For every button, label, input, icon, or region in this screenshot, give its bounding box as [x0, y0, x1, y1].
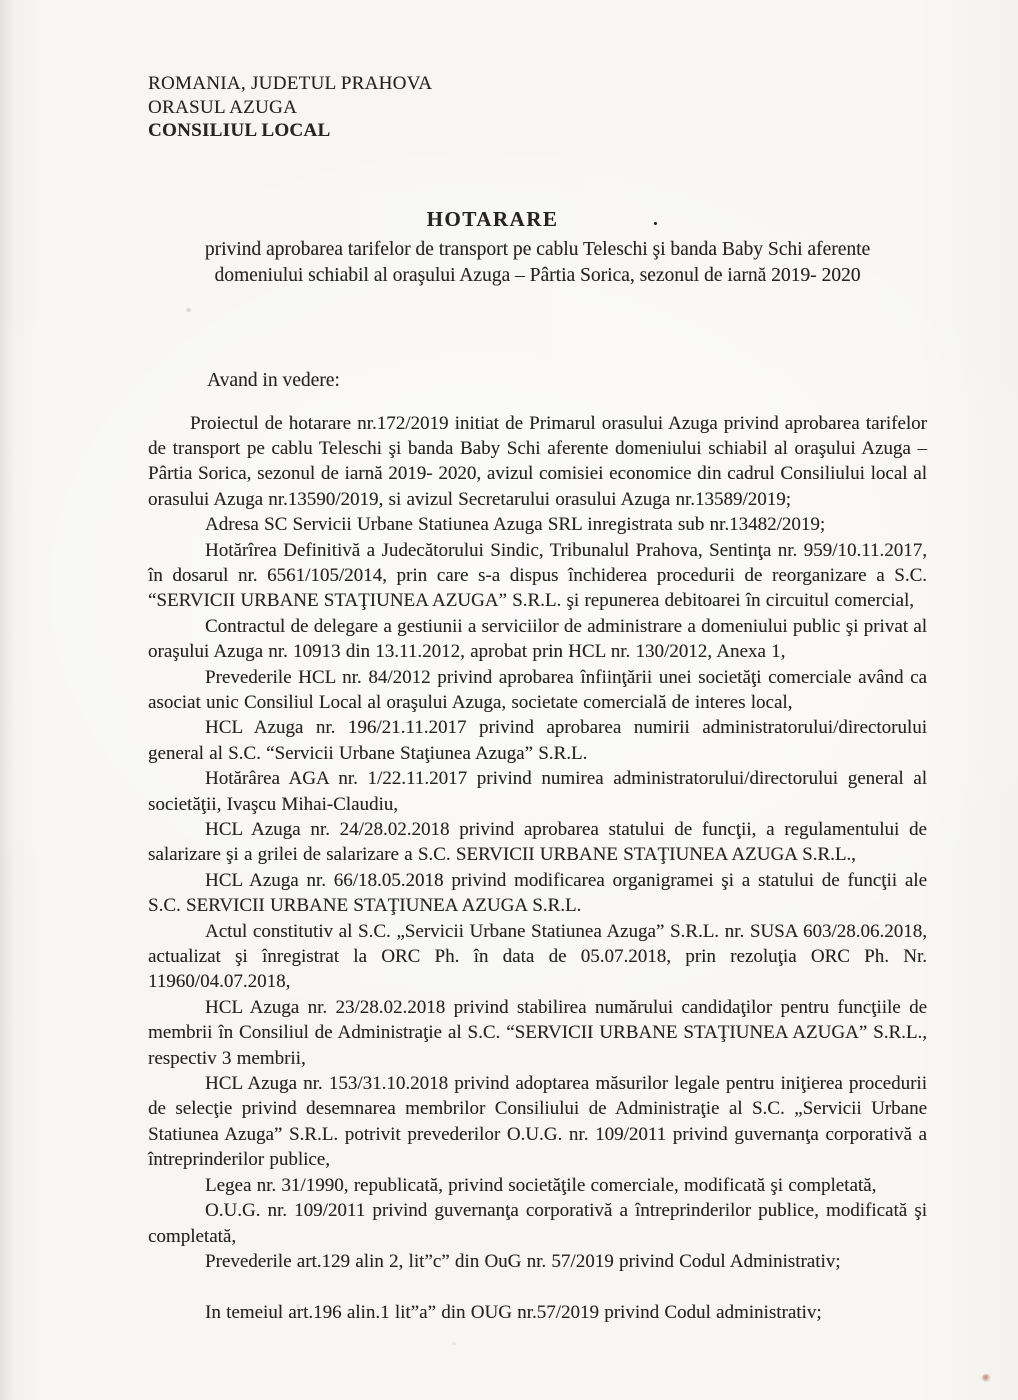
letterhead-line: ROMANIA, JUDETUL PRAHOVA [148, 73, 433, 94]
preamble-heading: Avand in vedere: [207, 369, 340, 391]
subtitle-line: privind aprobarea tarifelor de transport pe cablu Teleschi şi banda Baby Schi aferente [204, 238, 871, 260]
recital-paragraph: Hotărârea AGA nr. 1/22.11.2017 privind numirea administratorului/directorului general al societăţii, Ivaşcu Mihai-Claudiu, [148, 768, 927, 815]
document-content [148, 72, 927, 1326]
scan-speck [548, 1178, 551, 1181]
recital-paragraph: Prevederile art.129 alin 2, lit”c” din OuG nr. 57/2019 privind Codul Administrativ; [205, 1250, 841, 1272]
recital-paragraph: Adresa SC Servicii Urbane Statiunea Azuga SRL inregistrata sub nr.13482/2019; [205, 514, 826, 536]
recital-paragraph: HCL Azuga nr. 196/21.11.2017 privind aprobarea numirii administratorului/directorului general al S.C. “Servicii Urbane Staţiunea Azuga” S.R.L. [148, 717, 927, 764]
decision-subtitle [148, 237, 927, 289]
recital-paragraph: Actul constitutiv al S.C. „Servicii Urbane Statiunea Azuga” S.R.L. nr. SUSA 603/28.06.2018, actualizat şi înregistrat la ORC Ph. în data de 05.07.2018, prin rezoluţia ORC Ph. Nr. 11960/04.07.2018, [148, 920, 927, 993]
scan-speck-red [982, 1374, 991, 1382]
recital-paragraph: HCL Azuga nr. 24/28.02.2018 privind aprobarea statului de funcţii, a regulamentului de salarizare şi a grilei de salarizare a S.C. SERVICII URBANE STAŢIUNEA AZUGA S.R.L., [148, 819, 927, 866]
letterhead [148, 72, 927, 143]
recital-paragraph: HCL Azuga nr. 153/31.10.2018 privind adoptarea măsurilor legale pentru iniţierea procedurii de selecţie privind desemnarea membrilor Consiliului de Administraţie al S.C. „Servicii Urbane Statiunea Azuga” S.R.L. potrivit prevederilor O.U.G. nr. 109/2011 privind guvernanţa corporativă a întreprinderilor publice, [148, 1073, 927, 1171]
recital-paragraph: Contractul de delegare a gestiunii a serviciilor de administrare a domeniului public şi privat al oraşului Azuga nr. 10913 din 13.11.2012, aprobat prin HCL nr. 130/2012, Anexa 1, [148, 615, 927, 663]
decision-title: HOTARARE [426, 206, 559, 231]
recital-paragraph: HCL Azuga nr. 66/18.05.2018 privind modificarea organigramei şi a statului de funcţii ale S.C. SERVICII URBANE STAŢIUNEA AZUGA S.R.L. [148, 869, 927, 917]
stray-period-mark: . [653, 208, 658, 230]
recital-paragraph: HCL Azuga nr. 23/28.02.2018 privind stabilirea numărului candidaţilor pentru funcţiile de membrii în Consiliul de Administraţie al S.C. “SERVICII URBANE STAŢIUNEA AZUGA” S.R.L., respectiv 3 membrii, [148, 996, 927, 1069]
legal-basis-paragraph: In temeiul art.196 alin.1 lit”a” din OUG nr.57/2019 privind Codul administrativ; [205, 1302, 822, 1324]
letterhead-line: ORASUL AZUGA [148, 96, 298, 118]
recital-paragraph: O.U.G. nr. 109/2011 privind guvernanţa corporativă a întreprinderilor publice, modificată şi completată, [148, 1200, 927, 1247]
recitals [148, 411, 927, 1275]
recital-paragraph: Hotărîrea Definitivă a Judecătorului Sindic, Tribunalul Prahova, Sentinţa nr. 959/10.11.2017, în dosarul nr. 6561/105/2014, prin care s-a dispus închiderea procedurii de reorganizare a S.C. “SERVICII URBANE STAŢIUNEA AZUGA” S.R.L. şi repunerea debitoarei în circuitul comercial, [148, 539, 927, 612]
subtitle-line: domeniului schiabil al oraşului Azuga – Pârtia Sorica, sezonul de iarnă 2019- 2020 [214, 264, 861, 286]
title-block [148, 207, 927, 289]
recital-paragraph: Legea nr. 31/1990, republicată, privind societăţile comerciale, modificată şi completată, [205, 1174, 877, 1196]
scan-speck [452, 1342, 456, 1345]
letterhead-line: CONSILIUL LOCAL [148, 120, 331, 141]
scan-speck [186, 308, 191, 312]
recital-paragraph: Proiectul de hotarare nr.172/2019 initiat de Primarul orasului Azuga privind aprobarea tarifelor de transport pe cablu Teleschi şi banda Baby Schi aferente domeniului schiabil al oraşului Azuga – Pârtia Sorica, sezonul de iarnă 2019- 2020, avizul comisiei economice din cadrul Consiliului local al orasului Azuga nr.13590/2019, si avizul Secretarului orasului Azuga nr.13589/2019; [148, 412, 927, 510]
scan-edge-shading [0, 0, 14, 1400]
scan-speck [296, 1304, 300, 1308]
recital-paragraph: Prevederile HCL nr. 84/2012 privind aprobarea înfiinţării unei societăţi comerciale având ca asociat unic Consiliul Local al oraşului Azuga, societate comercială de interes local, [148, 666, 927, 713]
